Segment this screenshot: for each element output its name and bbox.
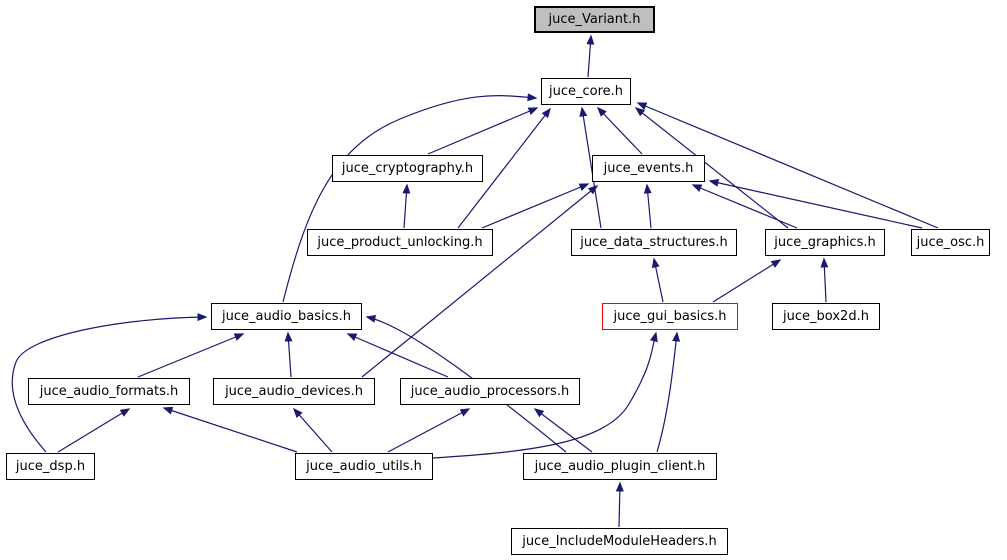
edge-data-structures-to-events: [647, 185, 651, 228]
graph-node-juce-variant: juce_Variant.h: [534, 6, 655, 33]
graph-node-juce-cryptography[interactable]: juce_cryptography.h: [332, 155, 483, 182]
edge-audio-formats-to-audio-basics: [138, 334, 243, 377]
graph-node-juce-audio-basics[interactable]: juce_audio_basics.h: [211, 303, 362, 330]
edge-box2d-to-graphics: [824, 259, 826, 302]
edge-audio-processors-to-audio-basics: [348, 334, 448, 377]
edge-audio-plugin-client-to-audio-processors: [535, 409, 592, 452]
graph-node-juce-osc[interactable]: juce_osc.h: [911, 229, 990, 256]
edge-audio-utils-to-audio-devices: [294, 409, 332, 452]
graph-node-juce-product-unlocking[interactable]: juce_product_unlocking.h: [307, 229, 493, 256]
edge-audio-utils-to-audio-formats: [164, 408, 297, 452]
edge-include-module-headers-to-audio-plugin-client: [619, 483, 620, 527]
graph-node-juce-events[interactable]: juce_events.h: [592, 155, 705, 182]
edge-core-to-variant: [588, 36, 591, 77]
edge-audio-devices-to-audio-basics: [288, 333, 291, 377]
graph-node-juce-audio-devices[interactable]: juce_audio_devices.h: [213, 378, 375, 405]
edge-product-unlocking-to-cryptography: [404, 185, 407, 228]
edge-gui-basics-to-data-structures: [654, 259, 663, 302]
edge-dsp-to-audio-formats: [58, 409, 129, 452]
graph-node-juce-audio-processors[interactable]: juce_audio_processors.h: [400, 378, 580, 405]
edge-events-to-core: [598, 108, 642, 154]
edge-audio-devices-to-events: [362, 186, 597, 377]
edge-audio-plugin-client-to-gui-basics: [657, 333, 677, 452]
graph-node-juce-gui-basics[interactable]: juce_gui_basics.h: [602, 303, 738, 330]
graph-node-juce-graphics[interactable]: juce_graphics.h: [765, 229, 885, 256]
graph-node-juce-audio-utils[interactable]: juce_audio_utils.h: [295, 453, 433, 480]
edge-audio-utils-to-audio-processors: [388, 409, 469, 452]
graph-node-juce-data-structures[interactable]: juce_data_structures.h: [571, 229, 737, 256]
graph-node-juce-dsp[interactable]: juce_dsp.h: [6, 453, 95, 480]
graph-node-juce-audio-plugin-client[interactable]: juce_audio_plugin_client.h: [523, 453, 717, 480]
edge-gui-basics-to-graphics: [713, 260, 780, 302]
edge-audio-basics-to-core: [283, 96, 536, 302]
graph-node-juce-include-module-headers[interactable]: juce_IncludeModuleHeaders.h: [511, 528, 728, 555]
edge-osc-to-events: [710, 181, 922, 228]
graph-node-juce-audio-formats[interactable]: juce_audio_formats.h: [28, 378, 190, 405]
graph-node-juce-core[interactable]: juce_core.h: [541, 78, 631, 105]
edge-graphics-to-events: [693, 185, 797, 228]
graph-node-juce-box2d[interactable]: juce_box2d.h: [772, 303, 880, 330]
